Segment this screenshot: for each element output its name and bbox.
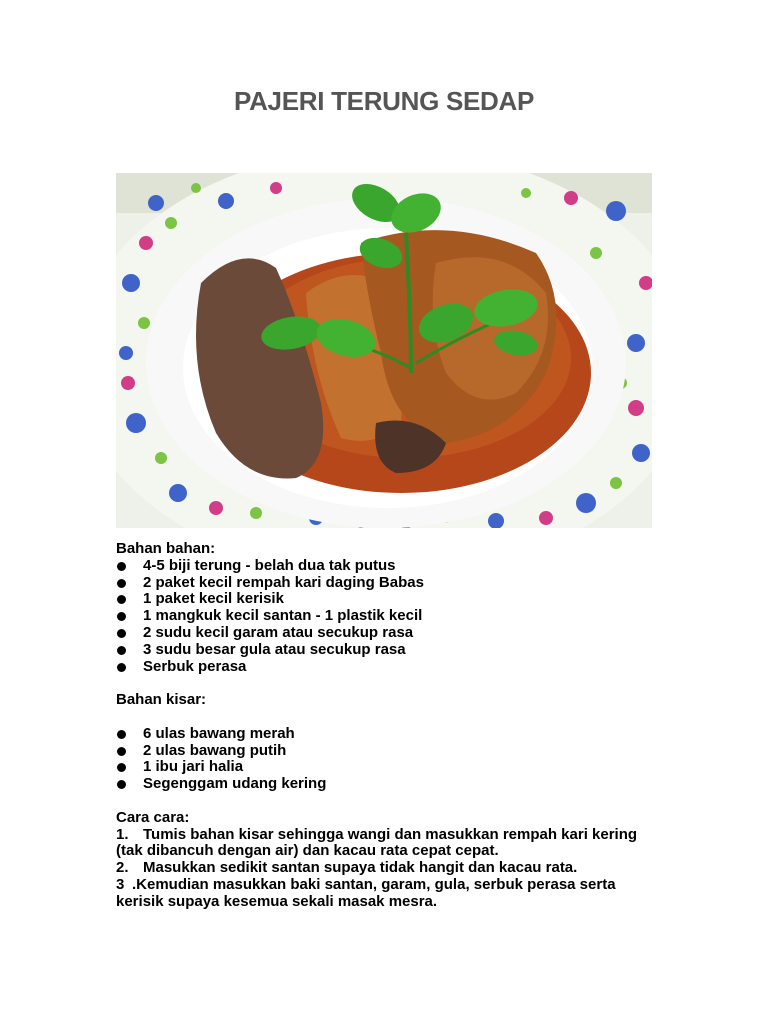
method-label: Cara cara: xyxy=(116,808,190,826)
step-number: 2. xyxy=(116,859,129,877)
list-item: 2 paket kecil rempah kari daging Babas xyxy=(116,575,676,592)
list-item: 6 ulas bawang merah xyxy=(116,726,676,743)
ingredients-list xyxy=(116,558,676,676)
step-number: 3 xyxy=(116,875,125,893)
method-steps xyxy=(116,827,676,911)
method-step xyxy=(116,877,676,911)
list-item: 3 sudu besar gula atau secukup rasa xyxy=(116,642,676,659)
step-text: .Kemudian masukkan baki santan, garam, gula, serbuk perasa serta xyxy=(132,875,616,893)
list-item: 2 ulas bawang putih xyxy=(116,743,676,760)
blend-list xyxy=(116,726,676,793)
list-item: 1 mangkuk kecil santan - 1 plastik kecil xyxy=(116,608,676,625)
ingredients-label: Bahan bahan: xyxy=(116,540,216,557)
blend-label: Bahan kisar: xyxy=(116,691,207,709)
list-item: 1 ibu jari halia xyxy=(116,759,676,776)
step-text-continued: kerisik supaya kesemua sekali masak mesra. xyxy=(116,892,438,910)
step-text-continued: (tak dibancuh dengan air) dan kacau rata cepat cepat. xyxy=(116,842,499,860)
step-text: Masukkan sedikit santan supaya tidak hangit dan kacau rata. xyxy=(143,859,578,877)
list-item: 4-5 biji terung - belah dua tak putus xyxy=(116,558,676,575)
list-item: 2 sudu kecil garam atau secukup rasa xyxy=(116,625,676,642)
step-text: Tumis bahan kisar sehingga wangi dan masukkan rempah kari kering xyxy=(143,825,638,843)
list-item: 1 paket kecil kerisik xyxy=(116,591,676,608)
step-number: 1. xyxy=(116,825,129,843)
method-step xyxy=(116,827,676,861)
recipe-content xyxy=(116,541,676,911)
list-item: Serbuk perasa xyxy=(116,659,676,676)
page-title: PAJERI TERUNG SEDAP xyxy=(233,86,535,116)
method-step xyxy=(116,860,676,877)
list-item: Segenggam udang kering xyxy=(116,776,676,793)
food-photo xyxy=(116,173,652,528)
